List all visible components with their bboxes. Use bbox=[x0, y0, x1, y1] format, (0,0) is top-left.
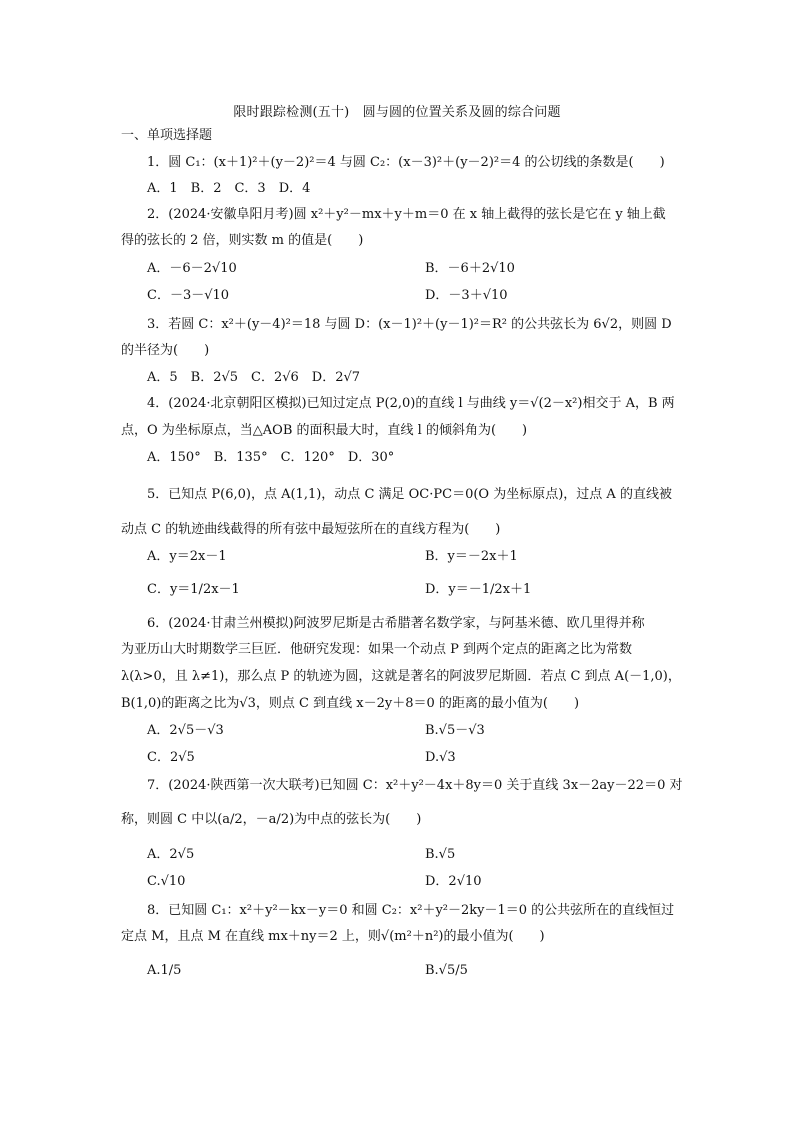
question-7-option-c: C.√10 bbox=[147, 874, 186, 889]
section-heading: 一、单项选择题 bbox=[121, 128, 213, 143]
question-6-option-c: C．2√5 bbox=[147, 750, 195, 765]
question-1-options: A．1 B．2 C．3 D．4 bbox=[147, 181, 311, 196]
question-2-stem-cont: 得的弦长的 2 倍，则实数 m 的值是( ) bbox=[121, 233, 364, 248]
question-6-stem-cont-2: λ(λ>0，且 λ≠1)，那么点 P 的轨迹为圆，这就是著名的阿波罗尼斯圆．若点 C 到点 A(－1,0)， bbox=[121, 669, 681, 684]
question-6-option-a: A．2√5－√3 bbox=[147, 723, 224, 738]
page-title: 限时跟踪检测(五十) 圆与圆的位置关系及圆的综合问题 bbox=[233, 105, 561, 120]
question-8-option-b: B.√5/5 bbox=[425, 963, 468, 978]
question-6-stem-cont-1: 为亚历山大时期数学三巨匠．他研究发现：如果一个动点 P 到两个定点的距离之比为常数 bbox=[121, 642, 633, 657]
question-6-option-b: B.√5－√3 bbox=[425, 723, 485, 738]
question-2-option-a: A．－6－2√10 bbox=[147, 261, 237, 276]
question-8-stem: 8．已知圆 C₁：x²＋y²－kx－y＝0 和圆 C₂：x²＋y²－2ky－1＝0 的公共弦所在的直线恒过 bbox=[147, 903, 675, 918]
question-4-options: A．150° B．135° C．120° D．30° bbox=[147, 450, 395, 465]
question-7-option-b: B.√5 bbox=[425, 847, 456, 862]
question-2-option-d: D．－3＋√10 bbox=[425, 288, 508, 303]
question-5-option-b: B．y＝－2x＋1 bbox=[425, 549, 518, 564]
question-5-option-c: C．y＝1/2x－1 bbox=[147, 582, 240, 597]
question-3-stem-cont: 的半径为( ) bbox=[121, 343, 210, 358]
question-6-stem-cont-3: B(1,0)的距离之比为√3，则点 C 到直线 x－2y＋8＝0 的距离的最小值为( ) bbox=[121, 696, 580, 711]
question-6-option-d: D.√3 bbox=[425, 750, 456, 765]
question-8-stem-cont: 定点 M，且点 M 在直线 mx＋ny＝2 上，则√(m²＋n²)的最小值为( ) bbox=[121, 929, 545, 944]
question-2-option-b: B．－6＋2√10 bbox=[425, 261, 515, 276]
question-8-option-a: A.1/5 bbox=[147, 963, 182, 978]
question-2-option-c: C．－3－√10 bbox=[147, 288, 230, 303]
question-7-stem-cont: 称，则圆 C 中以(a/2，－a/2)为中点的弦长为( ) bbox=[121, 812, 422, 827]
question-6-stem: 6．(2024·甘肃兰州模拟)阿波罗尼斯是古希腊著名数学家，与阿基米德、欧几里得并称 bbox=[147, 616, 645, 631]
question-3-stem: 3．若圆 C：x²＋(y－4)²＝18 与圆 D：(x－1)²＋(y－1)²＝R² 的公共弦长为 6√2，则圆 D bbox=[147, 317, 672, 332]
question-5-stem: 5．已知点 P(6,0)，点 A(1,1)，动点 C 满足 OC·PC＝0(O 为坐标原点)，过点 A 的直线被 bbox=[147, 487, 672, 502]
question-7-option-d: D．2√10 bbox=[425, 874, 482, 889]
question-3-options: A．5 B．2√5 C．2√6 D．2√7 bbox=[147, 370, 361, 385]
question-4-stem: 4．(2024·北京朝阳区模拟)已知过定点 P(2,0)的直线 l 与曲线 y＝√(2－x²)相交于 A，B 两 bbox=[147, 396, 675, 411]
question-5-stem-cont: 动点 C 的轨迹曲线截得的所有弦中最短弦所在的直线方程为( ) bbox=[121, 522, 501, 537]
question-4-stem-cont: 点，O 为坐标原点，当△AOB 的面积最大时，直线 l 的倾斜角为( ) bbox=[121, 423, 528, 438]
question-7-option-a: A．2√5 bbox=[147, 847, 195, 862]
question-1-stem: 1．圆 C₁：(x＋1)²＋(y－2)²＝4 与圆 C₂：(x－3)²＋(y－2)²＝4 的公切线的条数是( ) bbox=[147, 155, 665, 170]
question-2-stem: 2．(2024·安徽阜阳月考)圆 x²＋y²－mx＋y＋m＝0 在 x 轴上截得的弦长是它在 y 轴上截 bbox=[147, 207, 666, 222]
question-7-stem: 7．(2024·陕西第一次大联考)已知圆 C：x²＋y²－4x＋8y＝0 关于直线 3x－2ay－22＝0 对 bbox=[147, 778, 683, 793]
question-5-option-a: A．y＝2x－1 bbox=[147, 549, 227, 564]
question-5-option-d: D．y＝－1/2x＋1 bbox=[425, 582, 532, 597]
